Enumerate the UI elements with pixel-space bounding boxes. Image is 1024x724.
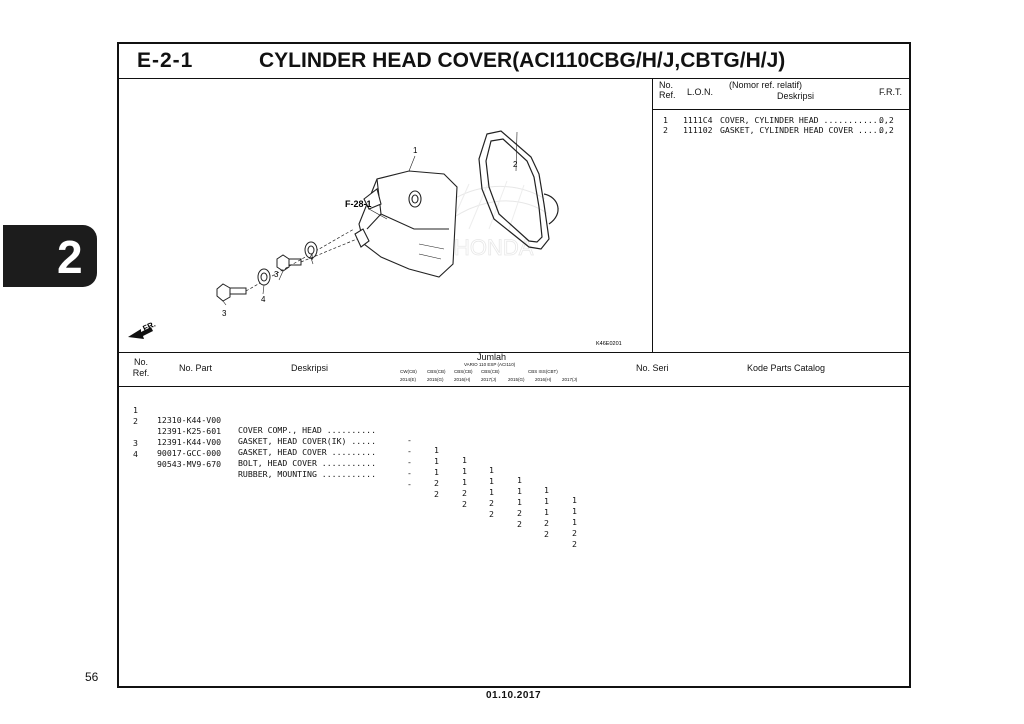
title-bar [119, 44, 909, 79]
parts-table-header [119, 353, 909, 387]
ref-row-1-frt: 0,2 [879, 115, 894, 125]
parts-model-group: VARIO 110 ESP (ACI110) [464, 362, 516, 367]
callout-4-lower: 4 [261, 295, 266, 304]
reference-table-header [653, 79, 909, 110]
variant-top-1: CW(CB) [400, 369, 417, 374]
rubber-mount-lower [258, 269, 270, 285]
figure-code: K46E0201 [596, 341, 622, 347]
ref-frt-header: F.R.T. [879, 87, 903, 97]
cross-reference-label: F-28-1 [345, 199, 372, 209]
ref-row-2-desc: GASKET, CYLINDER HEAD COVER ..... [720, 125, 883, 135]
publication-date: 01.10.2017 [486, 690, 542, 701]
ref-row-2-frt: 0,2 [879, 125, 894, 135]
diagram-drawing [119, 79, 652, 352]
variant-bottom-4: 2017(J) [481, 377, 497, 382]
front-direction-arrow [128, 320, 157, 339]
table-row: 3 90017-GCC-000 BOLT, HEAD COVER ........... - 2 2 2 2 2 2 [133, 438, 577, 538]
ref-lon-header: L.O.N. [687, 87, 714, 97]
variant-bottom-7: 2017(J) [562, 377, 578, 382]
table-row: 2 12391-K25-601 GASKET, HEAD COVER(IK) ..... - 1 1 1 1 1 1 [133, 416, 577, 516]
parts-serial-header: No. Seri [636, 363, 669, 373]
reference-table [653, 79, 909, 353]
page-title: CYLINDER HEAD COVER(ACI110CBG/H/J,CBTG/H/J) [259, 49, 786, 72]
page-number: 56 [85, 670, 99, 684]
ref-row-1-no: 1 [663, 115, 668, 125]
variant-bottom-2: 2015(G) [427, 377, 444, 382]
callout-1: 1 [413, 146, 418, 155]
ref-desc-top-header: (Nomor ref. relatif) [729, 80, 803, 90]
variant-columns [400, 369, 590, 385]
table-row: 12391-K44-V00 GASKET, HEAD COVER ......... - 1 1 1 1 1 1 [157, 437, 577, 527]
variant-bottom-1: 2014(E) [400, 377, 417, 382]
svg-text:HONDA: HONDA [454, 235, 534, 260]
svg-text:FR.: FR. [141, 319, 157, 334]
parts-jumlah-header: Jumlah [477, 352, 507, 362]
variant-top-2: CBS(CB) [427, 369, 446, 374]
ref-no-header: No. Ref. [659, 80, 676, 100]
parts-part-no-header: No. Part [179, 363, 213, 373]
callout-4-upper: 4 [309, 253, 314, 262]
section-code: E-2-1 [137, 49, 194, 72]
ref-row-1-desc: COVER, CYLINDER HEAD ............ [720, 115, 883, 125]
table-row: 4 90543-MV9-670 RUBBER, MOUNTING ........... - 2 2 2 2 2 2 [133, 449, 577, 549]
catalog-page-frame [117, 42, 911, 688]
variant-bottom-3: 2016(H) [454, 377, 471, 382]
ref-row-2-no: 2 [663, 125, 668, 135]
exploded-diagram [119, 79, 653, 353]
ref-row-2-lon: 111102 [683, 125, 713, 135]
parts-no-ref-header: No. Ref. [132, 357, 150, 378]
cylinder-head-cover [355, 171, 457, 277]
ref-desc-header: Deskripsi [777, 91, 815, 101]
table-row: 1 12310-K44-V00 COVER COMP., HEAD .......... - 1 1 1 1 1 1 [133, 405, 577, 505]
variant-bottom-5: 2015(G) [508, 377, 525, 382]
callout-3-lower: 3 [222, 309, 227, 318]
section-tab [3, 225, 97, 287]
parts-desc-header: Deskripsi [291, 363, 329, 373]
bolt-upper [277, 239, 357, 271]
section-tab-number: 2 [57, 231, 83, 283]
parts-catalog-header: Kode Parts Catalog [747, 363, 826, 373]
variant-bottom-6: 2016(H) [535, 377, 552, 382]
variant-top-6: CBS ISS(CBT) [528, 369, 558, 374]
variant-top-3: CBS(CB) [454, 369, 473, 374]
ref-row-1-lon: 1111C4 [683, 115, 713, 125]
callout-3-upper: 3 [274, 270, 279, 279]
head-cover-gasket [479, 131, 558, 249]
callout-2: 2 [513, 160, 518, 169]
variant-top-4: CBS(CB) [481, 369, 500, 374]
